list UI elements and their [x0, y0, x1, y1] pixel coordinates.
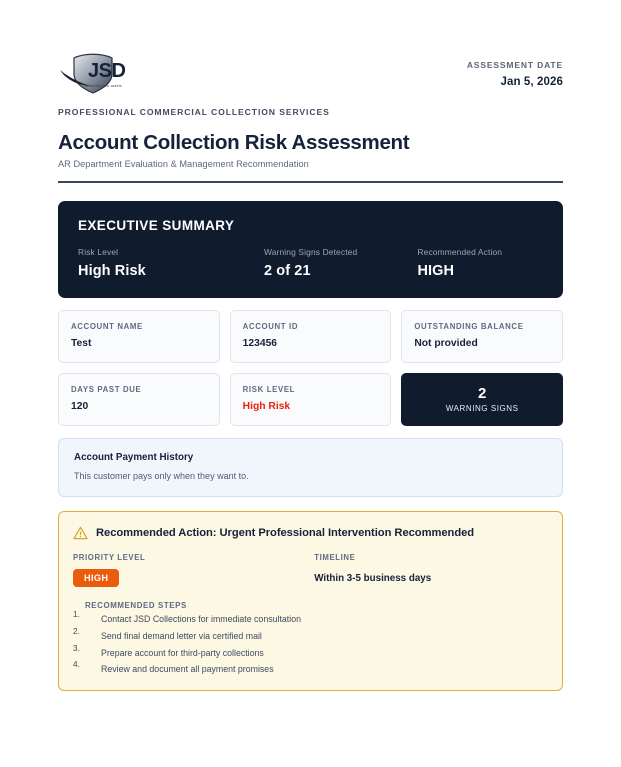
shield-icon [58, 50, 154, 98]
priority-level-block [73, 553, 314, 587]
info-card-grid [58, 310, 563, 426]
exec-metric-value: HIGH [417, 263, 455, 279]
card-outstanding-balance [401, 310, 563, 363]
exec-metric-label: Recommended Action [417, 247, 503, 257]
card-value: 123456 [242, 338, 278, 349]
warning-signs-count: 2 [477, 384, 487, 402]
card-warning-signs [401, 373, 563, 426]
executive-summary-title: EXECUTIVE SUMMARY [78, 218, 235, 233]
executive-summary-panel [58, 201, 563, 298]
exec-metric-label: Warning Signs Detected [264, 247, 358, 257]
company-kicker: PROFESSIONAL COMMERCIAL COLLECTION SERVICES [58, 107, 330, 117]
page-title: Account Collection Risk Assessment [58, 131, 410, 154]
card-risk-level [230, 373, 392, 426]
exec-metric-recommended-action [417, 247, 543, 279]
jsd-logo [58, 50, 154, 98]
card-label: DAYS PAST DUE [71, 385, 142, 394]
header-divider [58, 181, 563, 183]
card-label: ACCOUNT ID [242, 322, 299, 331]
recommended-steps-label: RECOMMENDED STEPS [85, 601, 187, 610]
payment-history-panel [58, 438, 563, 497]
payment-history-body: This customer pays only when they want to. [74, 471, 249, 481]
warning-triangle-icon [73, 526, 88, 540]
svg-text:JSD: JSD [88, 60, 126, 82]
card-label: ACCOUNT NAME [71, 322, 143, 331]
card-value: Test [71, 338, 92, 349]
warning-signs-label: WARNING SIGNS [445, 404, 519, 414]
card-label: OUTSTANDING BALANCE [414, 322, 524, 331]
document-header [58, 0, 563, 98]
timeline-value: Within 3-5 business days [314, 573, 432, 584]
priority-level-label: PRIORITY LEVEL [73, 553, 146, 562]
list-item: Contact JSD Collections for immediate consultation [101, 614, 301, 624]
recommended-action-title: Recommended Action: Urgent Professional Intervention Recommended [96, 527, 475, 539]
timeline-block [314, 553, 546, 587]
recommended-action-header [73, 526, 546, 540]
list-item: Send final demand letter via certified mail [101, 630, 262, 641]
assessment-date-label: ASSESSMENT DATE [466, 60, 563, 70]
recommended-action-panel [58, 511, 563, 691]
executive-summary-metrics [78, 247, 543, 279]
document-content [58, 0, 563, 691]
exec-metric-label: Risk Level [78, 247, 119, 257]
card-days-past-due [58, 373, 220, 426]
exec-metric-risk-level [78, 247, 264, 279]
assessment-date-value: Jan 5, 2026 [500, 76, 563, 88]
card-account-name [58, 310, 220, 363]
exec-metric-value: 2 of 21 [264, 263, 311, 279]
logo-tagline: Delivering your assets [84, 84, 122, 88]
card-value: Not provided [414, 338, 478, 349]
status-badge: HIGH [73, 569, 119, 587]
card-value: 120 [71, 401, 89, 412]
page-subtitle: AR Department Evaluation & Management Recommendation [58, 159, 309, 169]
card-label: RISK LEVEL [242, 385, 296, 394]
recommended-steps-list [73, 615, 546, 674]
list-item: Review and document all payment promises [101, 664, 274, 675]
card-value: High Risk [242, 401, 291, 412]
card-account-id [230, 310, 392, 363]
list-item: Prepare account for third-party collections [101, 647, 264, 658]
exec-metric-warning-signs [264, 247, 417, 279]
payment-history-title: Account Payment History [74, 452, 194, 463]
exec-metric-value: High Risk [78, 263, 146, 279]
recommended-action-meta [73, 553, 546, 587]
assessment-date-block [467, 50, 563, 88]
timeline-label: TIMELINE [314, 553, 356, 562]
